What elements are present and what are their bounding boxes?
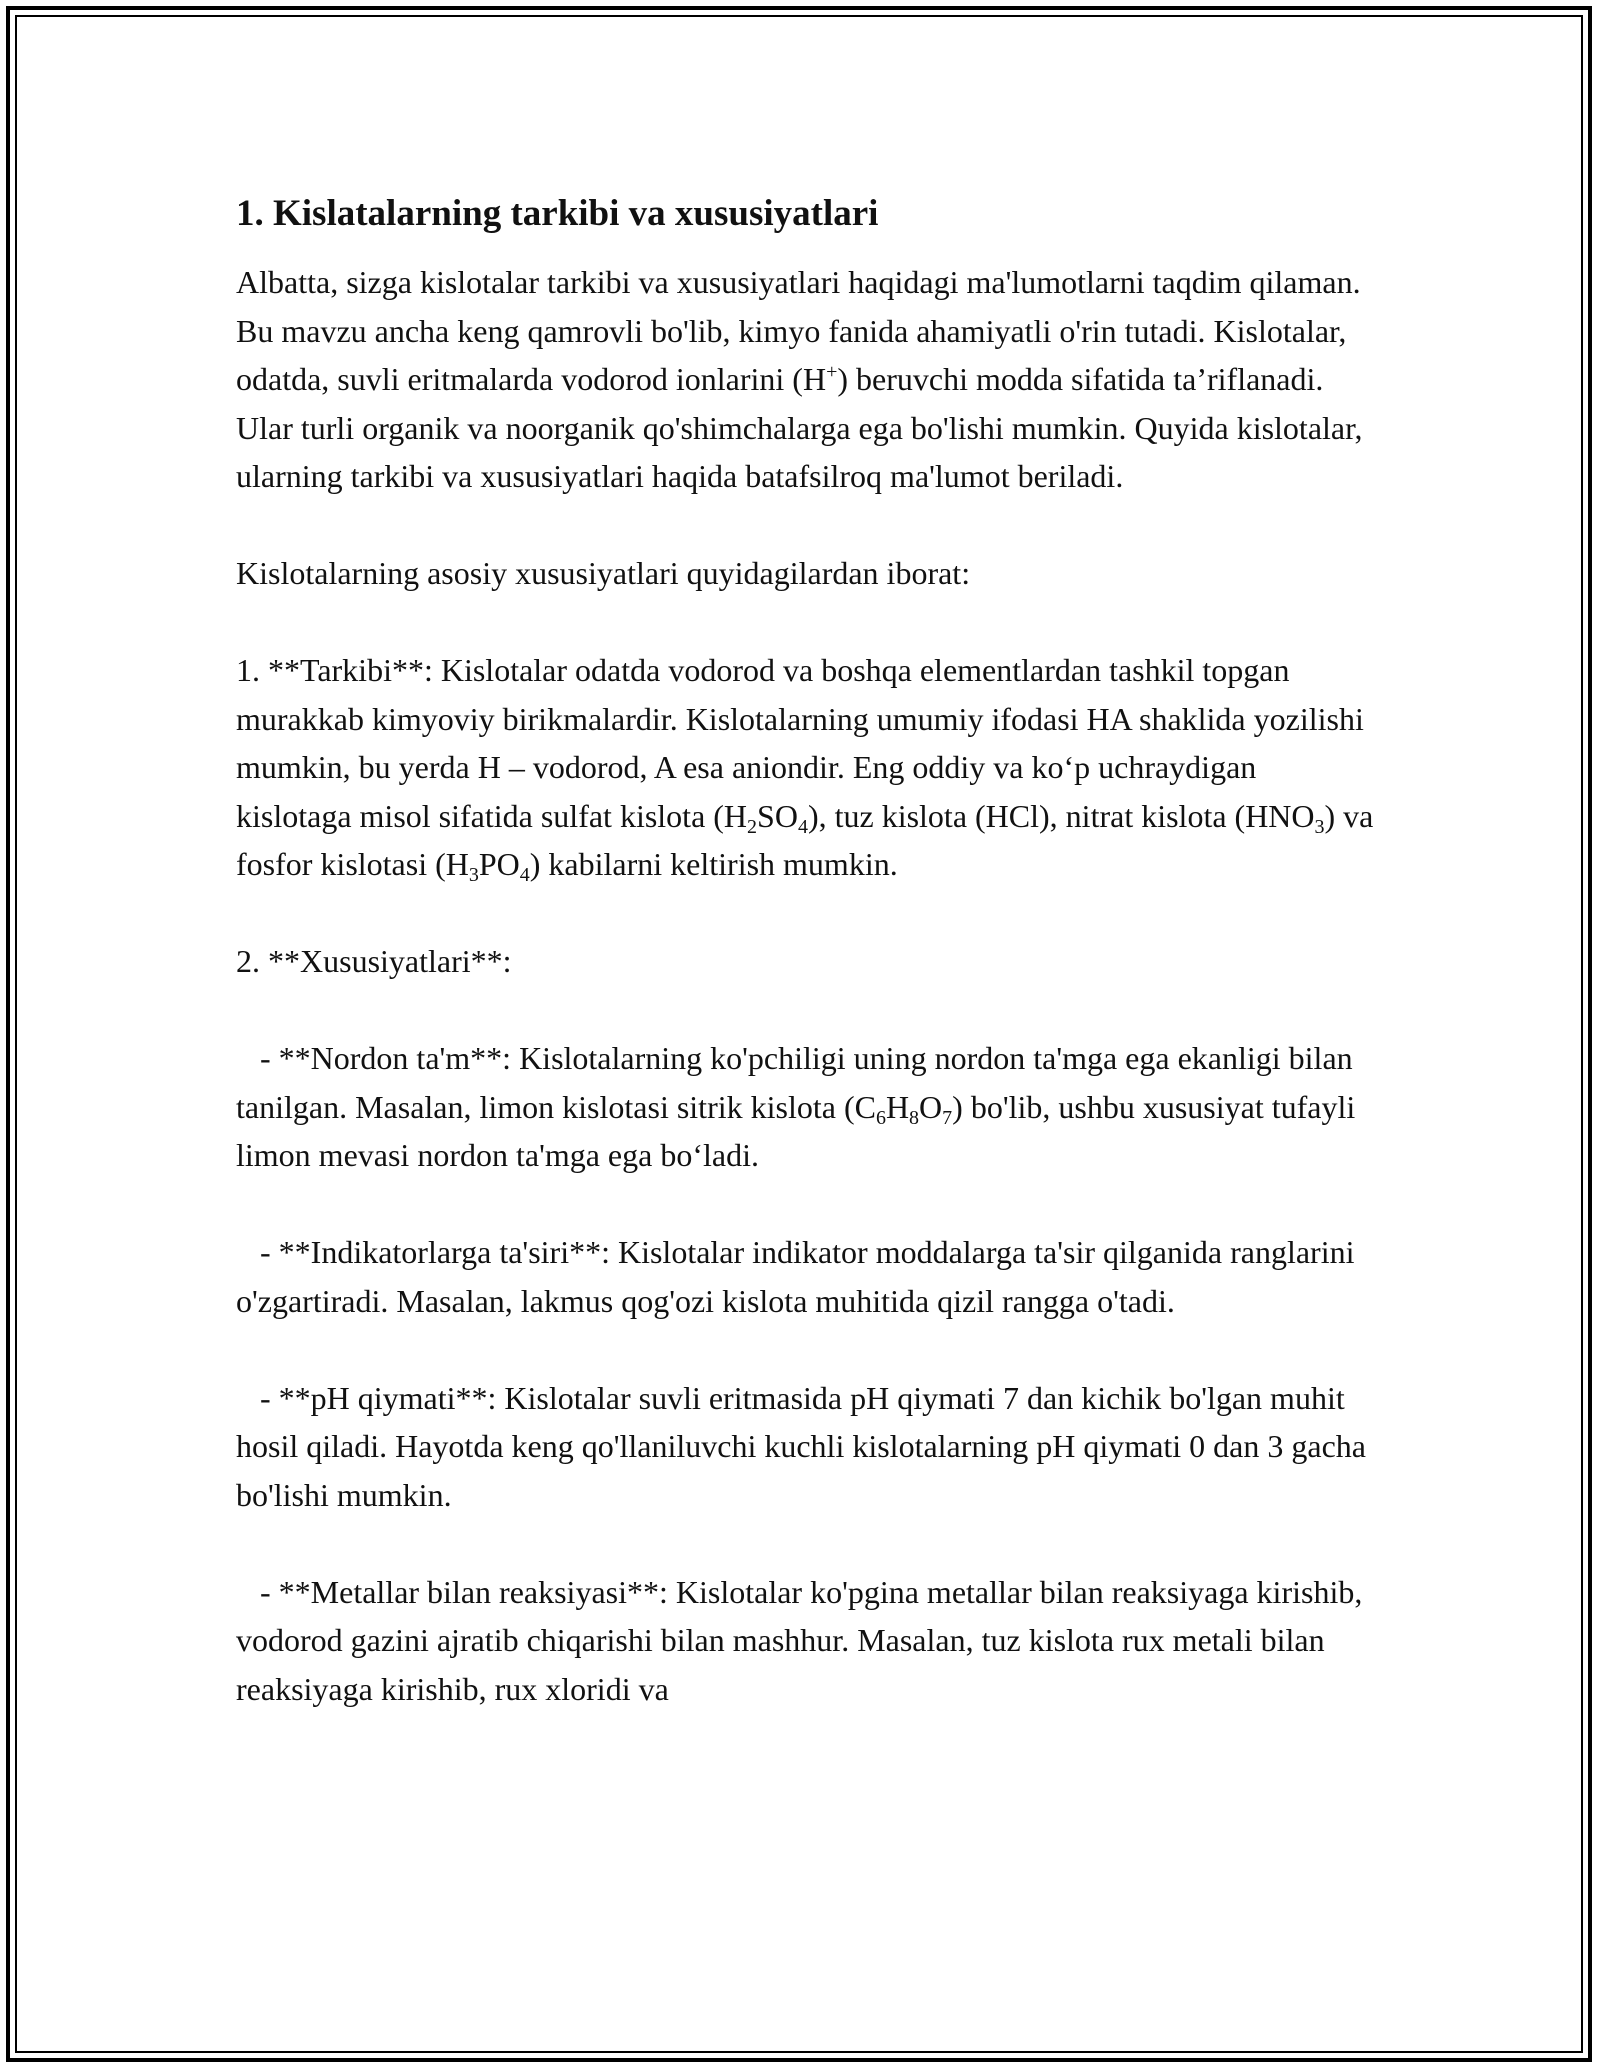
subscript: 3 [468,864,479,886]
paragraph-gap [236,986,1376,1035]
intro-text-1: Albatta, sizga kislotalar tarkibi va xususiyatlari haqidagi ma'lumotlarni taqdim qilaman. Bu mavzu ancha keng qamrovli bo'lib, kimyo fanida ahamiyatli o'rin tutadi. Kislotalar, odatda, suvli eritmalarda vodorod ionlarini (H [236,264,1361,397]
lead-paragraph: Kislotalarning asosiy xususiyatlari quyidagilardan iborat: [236,555,971,591]
nordon-text-2: H [885,1088,910,1125]
paragraph-gap [236,1180,1376,1229]
item-indikator: - **Indikatorlarga ta'siri**: Kislotalar indikator moddalarga ta'sir qilganida ranglarini o'zgartiradi. Masalan, lakmus qog'ozi kislota muhitida qizil rangga o'tadi. [236,1234,1363,1319]
paragraph-gap [236,598,1376,647]
subscript: 7 [942,1106,953,1129]
nordon-text-1: - **Nordon ta'm**: Kislotalarning ko'pchiligi uning nordon ta'mga ega ekanligi bilan tanilgan. Masalan, limon kislotasi sitrik kislota (C [236,1040,1361,1125]
subscript: 8 [909,1106,920,1129]
paragraph-gap [236,889,1376,938]
subscript: 4 [519,864,530,886]
document-body [236,190,1376,1713]
item-xususiyatlari-title: 2. **Xususiyatlari**: [236,943,512,979]
subscript: 2 [747,815,758,838]
paragraph-gap [236,1325,1376,1374]
item-tarkibi [236,646,1376,889]
tarkibi-text-5: PO [478,846,520,882]
intro-paragraph [236,258,1376,501]
nordon-text-3: O [919,1088,943,1125]
paragraph-gap [236,501,1376,550]
tarkibi-text-3: ), tuz kislota (HCl), nitrat kislota (HNO [807,797,1315,834]
intro-text-2: ) beruvchi modda sifatida ta’riflanadi. Ular turli organik va noorganik qo'shimchalarga ega bo'lishi mumkin. Quyida kislotalar, ularning tarkibi va xususiyatlari haqida batafsilroq ma'lumot beriladi. [236,361,1363,494]
item-metallar: - **Metallar bilan reaksiyasi**: Kislotalar ko'pgina metallar bilan reaksiyaga kirishib, vodorod gazini ajratib chiqarishi bilan mashhur. Masalan, tuz kislota rux metali bilan reaksiyaga kirishib, rux xloridi va [236,1573,1371,1707]
section-heading: 1. Kislatalarning tarkibi va xususiyatlari [236,193,879,234]
nordon-text-4: ) bo'lib, ushbu xususiyat tufayli limon mevasi nordon ta'mga ega bo‘ladi. [236,1088,1356,1173]
tarkibi-text-1: 1. **Tarkibi**: Kislotalar odatda vodorod va boshqa elementlardan tashkil topgan murakkab kimyoviy birikmalardir. Kislotalarning umumiy ifodasi HA shaklida yozilishi mumkin, bu yerda H – vodorod, A esa aniondir. Eng oddiy va ko‘p uchraydigan kislotaga misol sifatida sulfat kislota (H [236,652,1364,834]
tarkibi-text-6: ) kabilarni keltirish mumkin. [529,846,898,882]
item-nordon-tam [236,1034,1376,1180]
subscript: 4 [797,815,808,838]
tarkibi-text-2: SO [757,797,798,834]
subscript: 3 [1314,815,1325,838]
intro-superscript: + [826,361,838,383]
item-ph: - **pH qiymati**: Kislotalar suvli eritmasida pH qiymati 7 dan kichik bo'lgan muhit hosil qiladi. Hayotda keng qo'llaniluvchi kuchli kislotalarning pH qiymati 0 dan 3 gacha bo'lishi mumkin. [236,1379,1374,1513]
subscript: 6 [875,1106,886,1129]
paragraph-gap [236,1519,1376,1568]
tarkibi-text-4: ) va fosfor kislotasi (H [236,797,1374,882]
